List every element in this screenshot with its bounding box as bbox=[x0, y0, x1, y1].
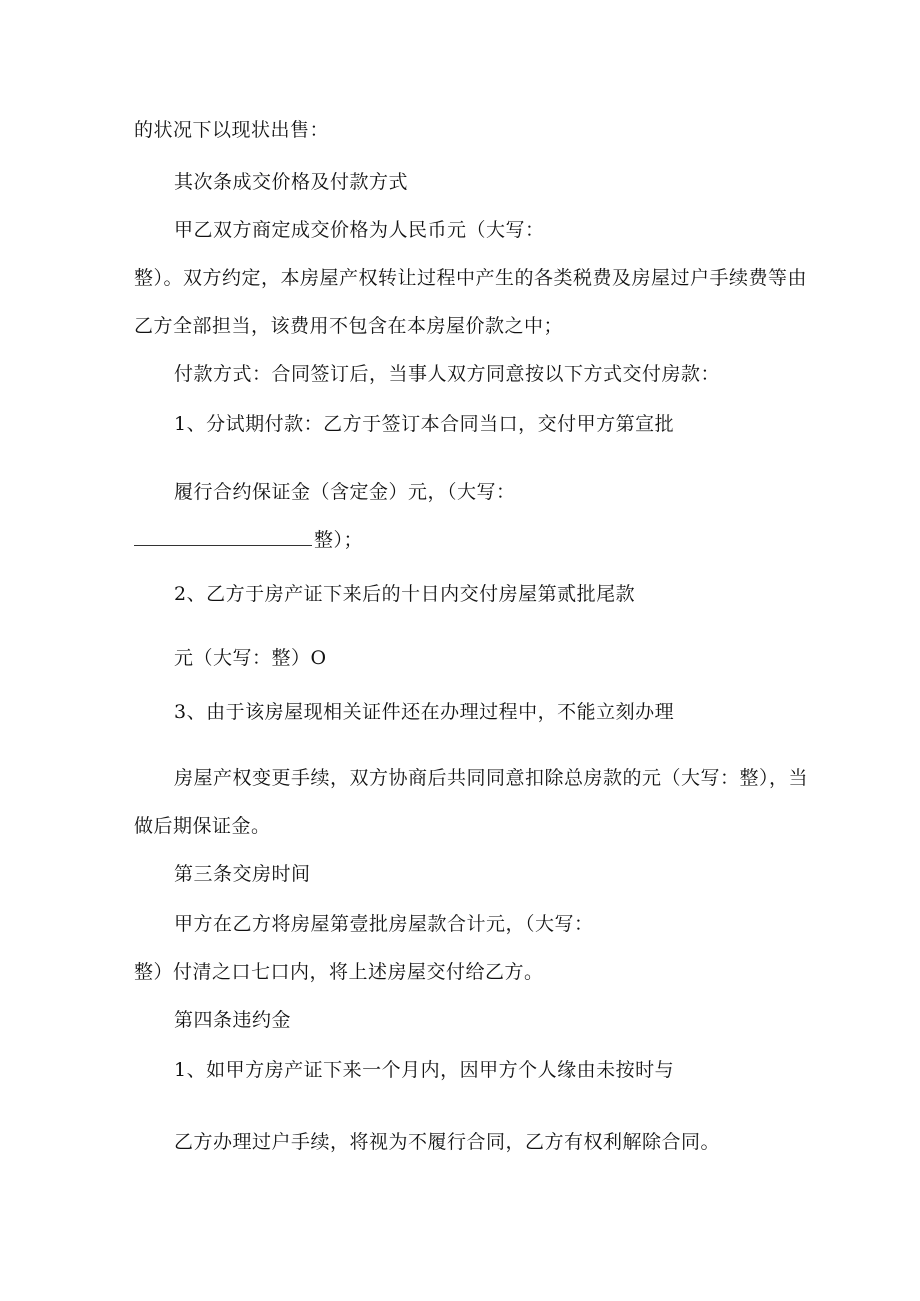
paragraph-line-20: 乙方办理过户手续，将视为不履行合同，乙方有权利解除合同。 bbox=[174, 1131, 721, 1153]
fill-in-blank bbox=[134, 529, 312, 546]
paragraph-line-9-text: 整）； bbox=[314, 529, 364, 551]
paragraph-line-5: 乙方全部担当，该费用不包含在本房屋价款之中； bbox=[134, 315, 564, 337]
paragraph-line-16: 甲方在乙方将房屋第壹批房屋款合计元，（大写： bbox=[174, 913, 594, 935]
section-heading-handover-time: 第三条交房时间 bbox=[174, 863, 311, 885]
paragraph-line-14: 做后期保证金。 bbox=[134, 815, 271, 837]
section-heading-penalty: 第四条违约金 bbox=[174, 1009, 292, 1031]
paragraph-line-17: 整）付清之口七口内，将上述房屋交付给乙方。 bbox=[134, 961, 544, 983]
paragraph-line-3: 甲乙双方商定成交价格为人民币元（大写： bbox=[174, 219, 545, 241]
paragraph-line-8: 履行合约保证金（含定金）元，（大写： bbox=[174, 481, 516, 503]
paragraph-line-9 bbox=[134, 528, 363, 552]
paragraph-line-6: 付款方式：合同签订后，当事人双方同意按以下方式交付房款： bbox=[174, 363, 721, 385]
paragraph-line-13: 房屋产权变更手续，双方协商后共同同意扣除总房款的元（大写：整），当 bbox=[174, 767, 809, 789]
paragraph-line-11: 元（大写：整）O bbox=[174, 647, 327, 669]
list-item-penalty-1: 1、如甲方房产证下来一个月内，因甲方个人缘由未按时与 bbox=[174, 1059, 675, 1081]
list-item-1: 1、分试期付款：乙方于签订本合同当口，交付甲方第宣批 bbox=[174, 413, 675, 435]
section-heading-price-payment: 其次条成交价格及付款方式 bbox=[174, 171, 409, 193]
list-item-3: 3、由于该房屋现相关证件还在办理过程中，不能立刻办理 bbox=[174, 701, 675, 723]
list-item-2: 2、乙方于房产证下来后的十日内交付房屋第贰批尾款 bbox=[174, 583, 636, 605]
paragraph-line-1: 的状况下以现状出售： bbox=[134, 119, 330, 141]
paragraph-line-4: 整）。双方约定，本房屋产权转让过程中产生的各类税费及房屋过户手续费等由 bbox=[134, 267, 808, 289]
